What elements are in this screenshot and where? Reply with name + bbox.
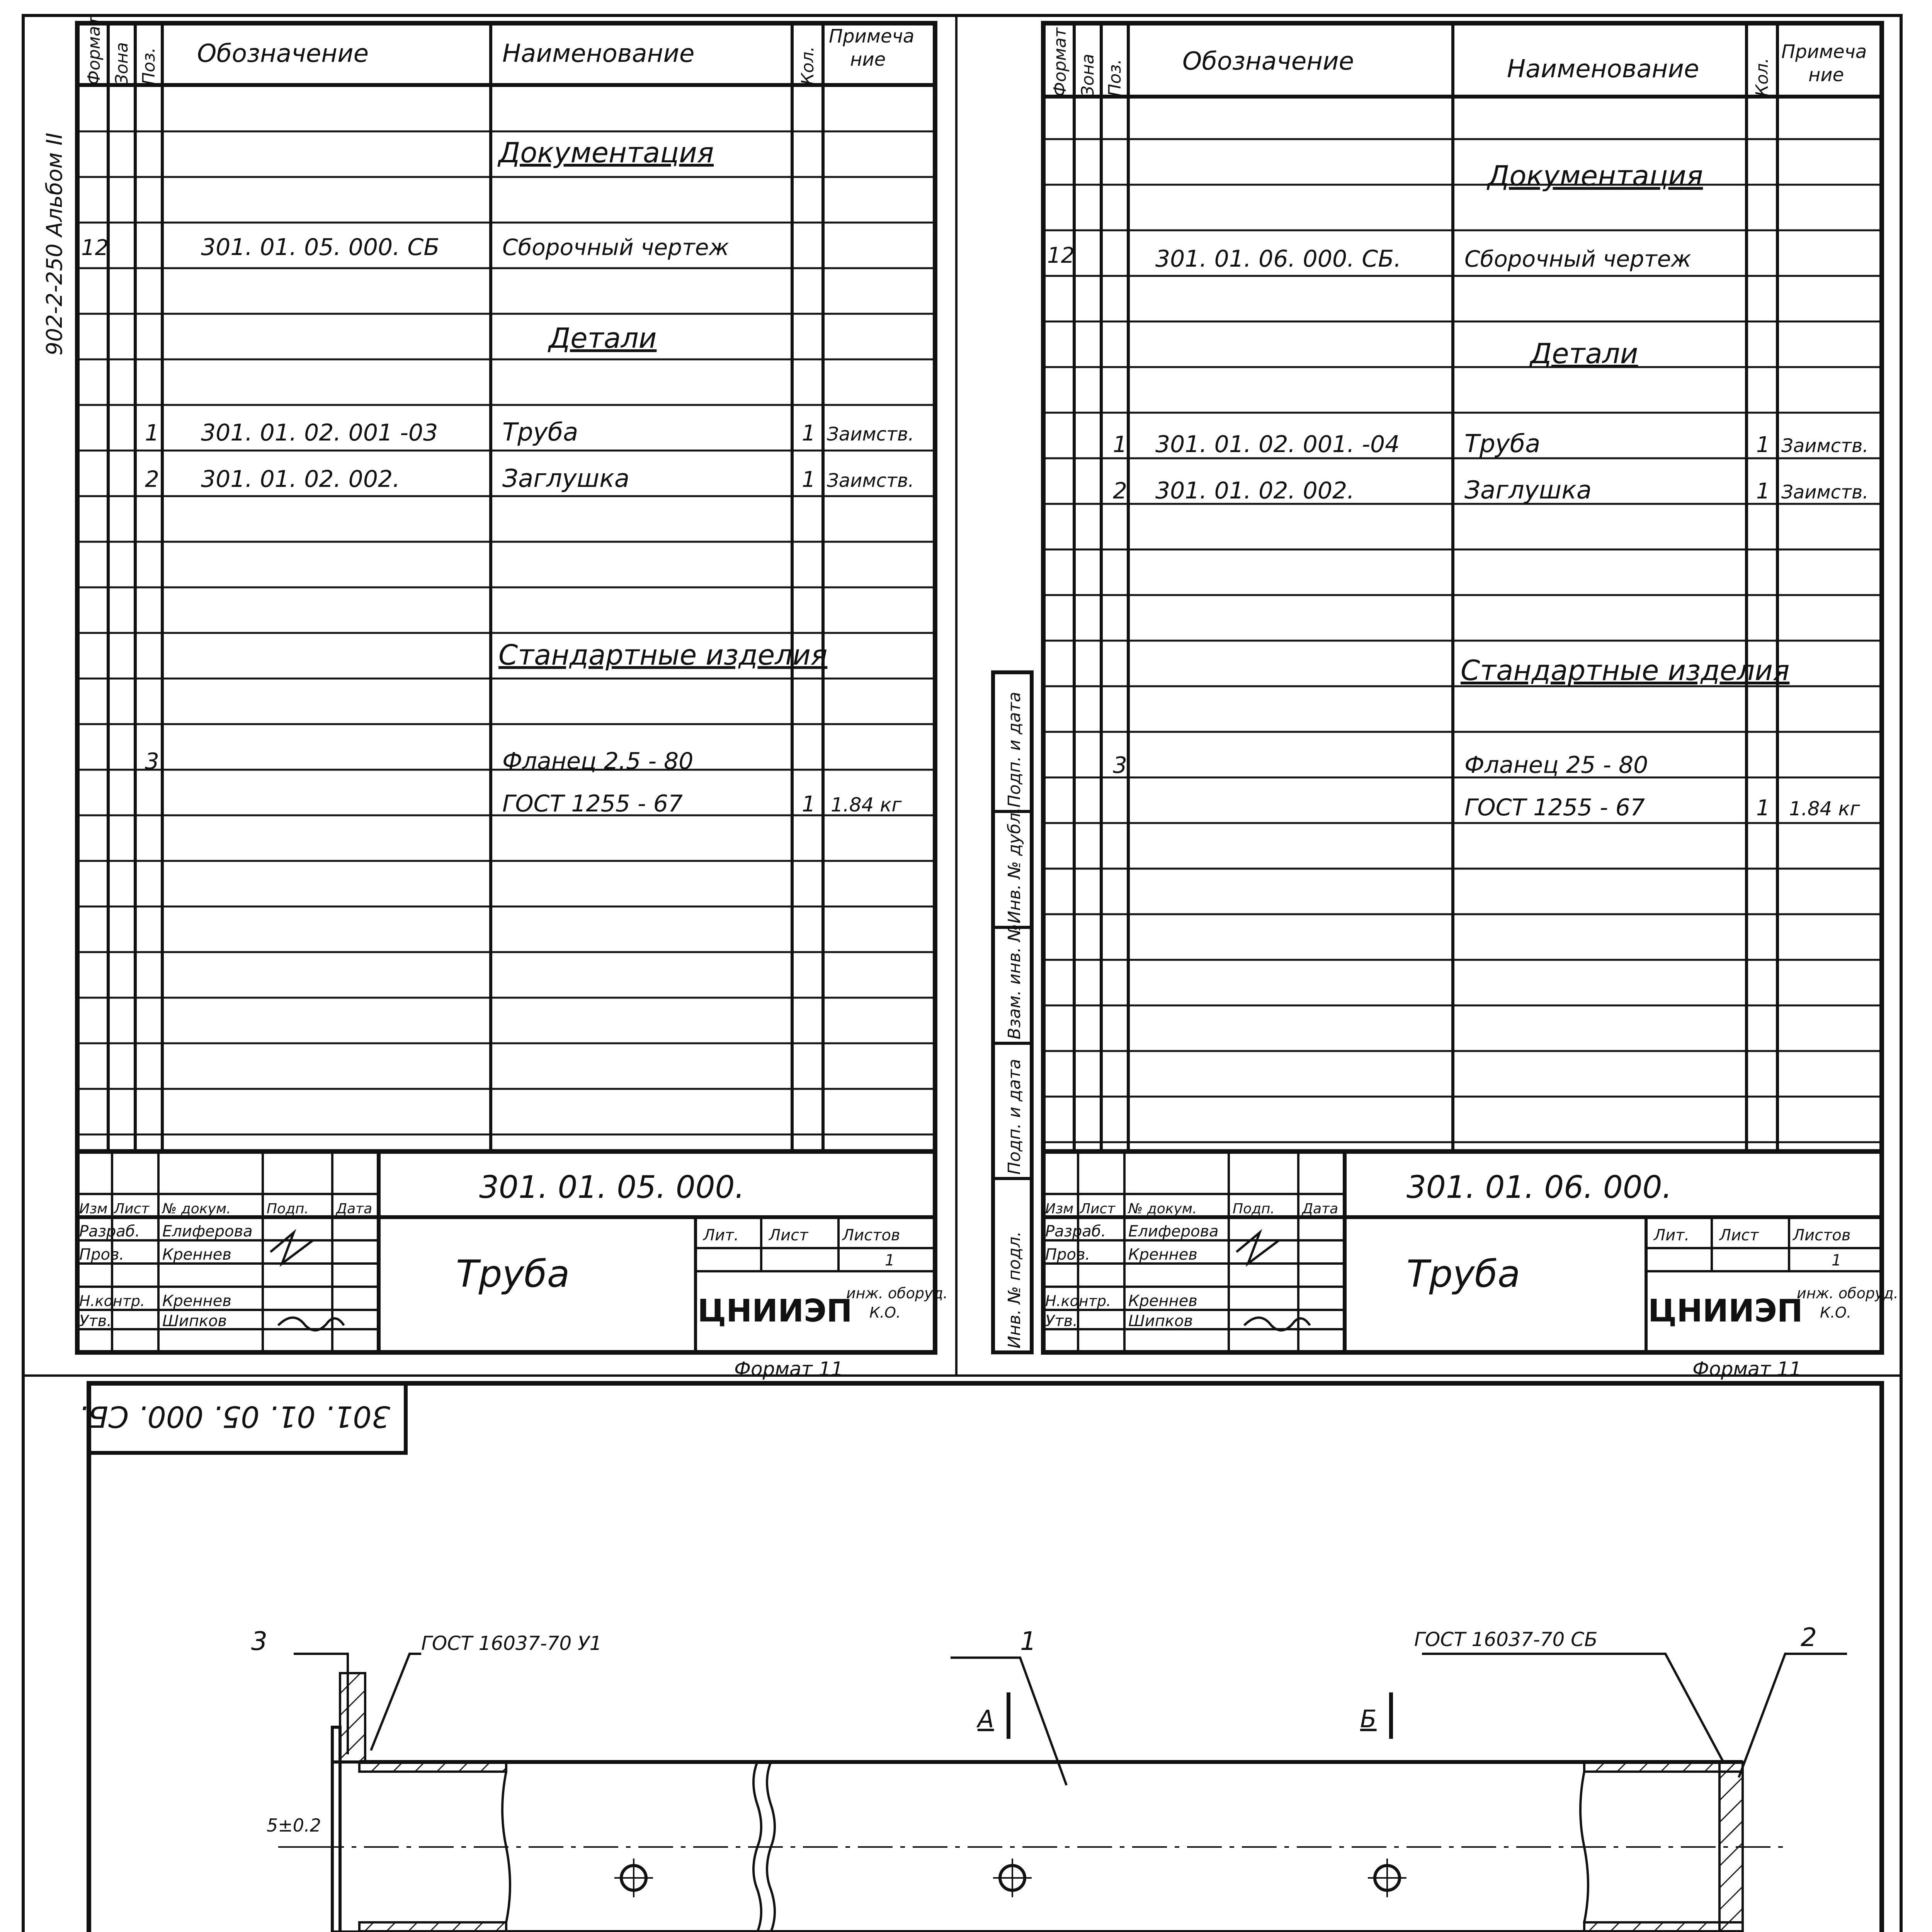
header-note: ние bbox=[850, 49, 886, 70]
assembly-sheet bbox=[79, 1383, 1896, 1932]
header-zone: Зона bbox=[112, 42, 132, 85]
tb-format: Формат 11 bbox=[1692, 1358, 1802, 1380]
section-parts: Детали bbox=[1530, 337, 1638, 370]
row-note: Заимств. bbox=[1781, 435, 1869, 457]
tb-sheet: Лист bbox=[769, 1226, 808, 1244]
row-name: Сборочный чертеж bbox=[502, 234, 729, 260]
tb-rev-header: Лист bbox=[114, 1201, 150, 1217]
tb-role: Н.контр. bbox=[1045, 1293, 1111, 1310]
side-label: Подп. и дата bbox=[1005, 692, 1024, 808]
row-qty: 1 bbox=[802, 421, 816, 446]
row-qty: 1 bbox=[802, 792, 816, 817]
row-qty: 1 bbox=[1756, 796, 1770, 821]
row-name: Фланец 25 - 80 bbox=[1464, 752, 1648, 779]
row-designation: 301. 01. 02. 001 -03 bbox=[201, 419, 438, 446]
row-name: Заглушка bbox=[502, 464, 630, 493]
tb-org-dept: инж. оборуд. bbox=[846, 1285, 948, 1302]
tb-org-dept: инж. оборуд. bbox=[1797, 1285, 1898, 1302]
header-format: Формат bbox=[1050, 27, 1070, 97]
side-label: Подп. и дата bbox=[1005, 1059, 1024, 1175]
row-designation: 301. 01. 05. 000. СБ bbox=[201, 234, 440, 261]
section-standard: Стандартные изделия bbox=[1461, 654, 1790, 687]
tb-sheets-value: 1 bbox=[885, 1252, 895, 1269]
header-note: Примеча bbox=[829, 26, 915, 47]
header-qty: Кол. bbox=[798, 46, 818, 85]
tb-org-dept: К.О. bbox=[869, 1304, 901, 1321]
tb-name: Труба bbox=[1406, 1252, 1520, 1296]
header-name: Наименование bbox=[502, 39, 695, 68]
header-zone: Зона bbox=[1078, 54, 1098, 97]
section-standard: Стандартные изделия bbox=[498, 639, 828, 671]
tb-role: Утв. bbox=[1045, 1312, 1078, 1330]
tb-org: ЦНИИЭП bbox=[1648, 1293, 1803, 1329]
tb-name: Труба bbox=[456, 1252, 570, 1296]
tb-lit: Лит. bbox=[1654, 1226, 1690, 1244]
tb-rev-header: № докум. bbox=[1128, 1201, 1197, 1217]
header-pos: Поз. bbox=[1105, 59, 1125, 97]
row-qty: 1 bbox=[1756, 479, 1770, 504]
header-note: Примеча bbox=[1781, 41, 1867, 63]
header-format: Формат bbox=[84, 16, 104, 85]
row-pos: 1 bbox=[1113, 431, 1127, 457]
tb-rev-header: Дата bbox=[1302, 1201, 1338, 1217]
tb-format: Формат 11 bbox=[734, 1358, 844, 1380]
row-name: Труба bbox=[502, 418, 578, 447]
header-pos: Поз. bbox=[139, 47, 159, 85]
row-name: Труба bbox=[1464, 430, 1541, 458]
tb-person: Креннев bbox=[1128, 1246, 1197, 1264]
tb-person: Креннев bbox=[162, 1246, 231, 1264]
row-name: Заглушка bbox=[1464, 476, 1592, 505]
label-dim-offset: 5±0.2 bbox=[267, 1815, 321, 1836]
label-weld-left: ГОСТ 16037-70 У1 bbox=[421, 1632, 602, 1655]
header-note: ние bbox=[1808, 64, 1844, 86]
row-note: Заимств. bbox=[827, 423, 914, 445]
tb-code: 301. 01. 05. 000. bbox=[479, 1169, 745, 1205]
tb-sheets: Листов bbox=[842, 1226, 900, 1244]
row-pos: 1 bbox=[145, 420, 159, 446]
tb-person: Елиферова bbox=[1128, 1223, 1219, 1240]
section-docs: Документация bbox=[498, 136, 714, 169]
tb-rev-header: Подп. bbox=[267, 1201, 309, 1217]
side-label: Инв. № подл. bbox=[1005, 1231, 1024, 1349]
side-stamp-strip bbox=[993, 672, 1032, 1352]
tb-role: Пров. bbox=[79, 1246, 124, 1264]
row-name: ГОСТ 1255 - 67 bbox=[1464, 794, 1645, 821]
tb-role: Утв. bbox=[79, 1312, 112, 1330]
tb-sheet: Лист bbox=[1719, 1226, 1759, 1244]
header-designation: Обозначение bbox=[197, 39, 369, 68]
tb-person: Креннев bbox=[162, 1292, 231, 1310]
label-pos1: 1 bbox=[1020, 1626, 1036, 1656]
label-sec-b: Б bbox=[1360, 1705, 1377, 1733]
tb-role: Разраб. bbox=[1045, 1223, 1106, 1240]
tb-org-dept: К.О. bbox=[1820, 1304, 1852, 1321]
tb-person: Шипков bbox=[162, 1312, 227, 1330]
tb-rev-header: Изм bbox=[79, 1201, 108, 1217]
row-name: ГОСТ 1255 - 67 bbox=[502, 790, 683, 817]
header-name: Наименование bbox=[1507, 55, 1699, 83]
row-designation: 301. 01. 02. 001. -04 bbox=[1155, 431, 1400, 458]
tb-org: ЦНИИЭП bbox=[697, 1293, 852, 1329]
tb-sheets: Листов bbox=[1793, 1226, 1851, 1244]
label-weld-right: ГОСТ 16037-70 СБ bbox=[1414, 1628, 1598, 1651]
tb-role: Разраб. bbox=[79, 1223, 140, 1240]
row-qty: 1 bbox=[802, 467, 816, 492]
spec-sheet-right bbox=[1043, 23, 1898, 1380]
row-pos: 3 bbox=[1113, 752, 1127, 778]
row-designation: 301. 01. 02. 002. bbox=[201, 466, 400, 493]
outer-border bbox=[23, 15, 1901, 1932]
label-sec-a: А bbox=[978, 1705, 994, 1733]
row-name: Сборочный чертеж bbox=[1464, 246, 1691, 272]
row-format: 12 bbox=[1047, 243, 1075, 268]
pipe-drawing bbox=[278, 1654, 1847, 1932]
row-name: Фланец 2.5 - 80 bbox=[502, 748, 694, 775]
side-label: Инв. № дубл. bbox=[1005, 807, 1024, 923]
tb-lit: Лит. bbox=[703, 1226, 739, 1244]
label-pos2: 2 bbox=[1801, 1622, 1817, 1652]
row-note: Заимств. bbox=[1781, 481, 1869, 503]
label-pos3: 3 bbox=[251, 1626, 267, 1656]
tb-rev-header: № докум. bbox=[162, 1201, 231, 1217]
row-designation: 301. 01. 02. 002. bbox=[1155, 477, 1355, 504]
tb-role: Н.контр. bbox=[79, 1293, 145, 1310]
row-pos: 3 bbox=[145, 748, 159, 774]
tb-rev-header: Дата bbox=[336, 1201, 372, 1217]
tb-rev-header: Подп. bbox=[1233, 1201, 1275, 1217]
row-note: 1.84 кг bbox=[1789, 798, 1860, 820]
row-pos: 2 bbox=[145, 466, 159, 492]
rotated-code: 301. 01. 05. 000. СБ. bbox=[78, 1400, 390, 1434]
tb-person: Елиферова bbox=[162, 1223, 253, 1240]
spec-sheet-left bbox=[42, 15, 948, 1380]
tb-rev-header: Лист bbox=[1080, 1201, 1116, 1217]
row-qty: 1 bbox=[1756, 432, 1770, 457]
tb-code: 301. 01. 06. 000. bbox=[1406, 1169, 1672, 1205]
header-qty: Кол. bbox=[1752, 58, 1772, 97]
album-code: 902-2-250 Альбом II bbox=[42, 133, 67, 355]
tb-sheets-value: 1 bbox=[1832, 1252, 1842, 1269]
row-format: 12 bbox=[81, 235, 109, 260]
tb-role: Пров. bbox=[1045, 1246, 1090, 1264]
section-docs: Документация bbox=[1488, 160, 1703, 192]
row-note: Заимств. bbox=[827, 470, 914, 492]
header-designation: Обозначение bbox=[1182, 47, 1354, 76]
row-pos: 2 bbox=[1113, 478, 1127, 504]
row-lines bbox=[1043, 139, 1882, 1142]
row-designation: 301. 01. 06. 000. СБ. bbox=[1155, 245, 1401, 272]
row-note: 1.84 кг bbox=[831, 794, 902, 816]
tb-person: Шипков bbox=[1128, 1312, 1193, 1330]
tb-person: Креннев bbox=[1128, 1292, 1197, 1310]
row-lines bbox=[77, 131, 935, 1134]
section-parts: Детали bbox=[549, 322, 657, 354]
tb-rev-header: Изм bbox=[1045, 1201, 1074, 1217]
side-label: Взам. инв. № bbox=[1005, 924, 1024, 1039]
